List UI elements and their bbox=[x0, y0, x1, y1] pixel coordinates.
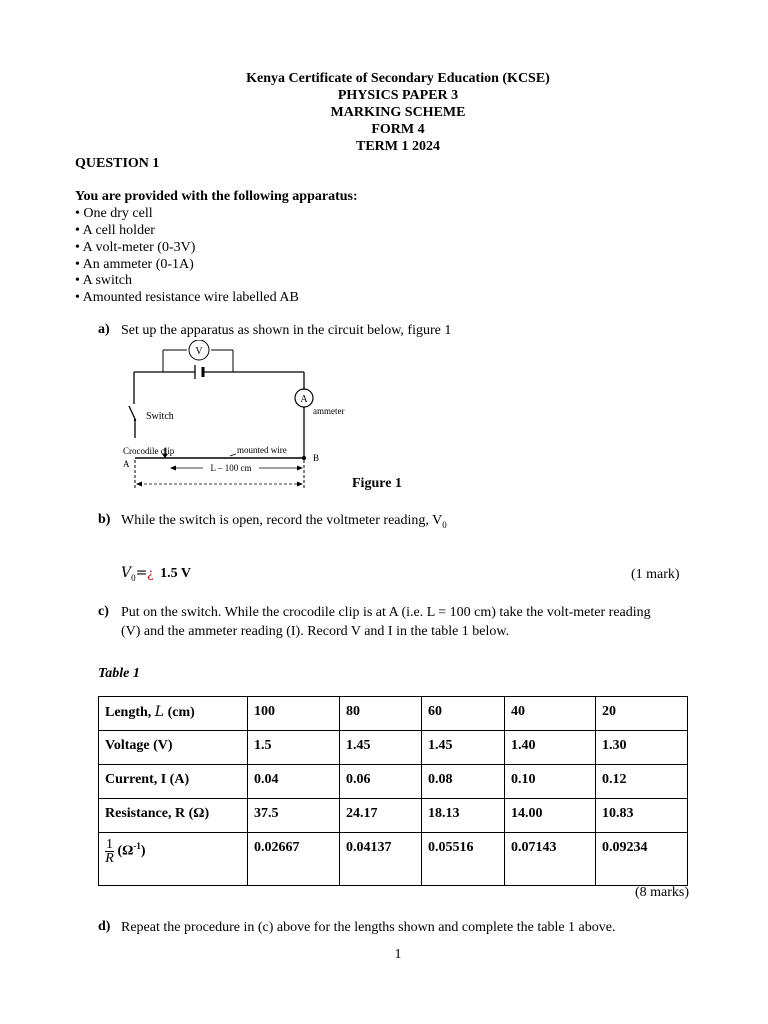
apparatus-intro: You are provided with the following apparatus: bbox=[75, 189, 358, 204]
part-b-text: While the switch is open, record the voltmeter reading, $V_0$ bbox=[121, 513, 447, 530]
doc-title-line1: Kenya Certificate of Secondary Education (KCSE) bbox=[246, 71, 550, 86]
cell-icon bbox=[195, 365, 203, 379]
question-title: QUESTION 1 bbox=[75, 156, 160, 171]
apparatus-item: • A cell holder bbox=[75, 223, 155, 238]
voltmeter-reading-value: 1.5 V bbox=[160, 566, 191, 581]
apparatus-item: • Amounted resistance wire labelled AB bbox=[75, 290, 299, 305]
apparatus-item: • A switch bbox=[75, 273, 133, 288]
table-cell: 1.40 bbox=[505, 731, 596, 765]
table-cell: 37.5 bbox=[248, 799, 340, 833]
circuit-diagram bbox=[118, 340, 358, 492]
doc-title-line3: MARKING SCHEME bbox=[330, 105, 466, 120]
doc-title-line5: TERM 1 2024 bbox=[356, 139, 440, 154]
apparatus-item: • An ammeter (0-1A) bbox=[75, 257, 194, 272]
table-caption: Table 1 bbox=[98, 666, 140, 681]
table-row bbox=[99, 731, 688, 765]
figure-caption: Figure 1 bbox=[352, 476, 402, 491]
part-d-label: d) bbox=[98, 919, 111, 934]
table-cell: 0.12 bbox=[596, 765, 688, 799]
table-cell: 14.00 bbox=[505, 799, 596, 833]
table-cell: 40 bbox=[505, 697, 596, 731]
table-cell: 20 bbox=[596, 697, 688, 731]
voltmeter-symbol: V bbox=[195, 346, 203, 357]
length-label: L – 100 cm bbox=[210, 463, 252, 473]
table-cell: 10.83 bbox=[596, 799, 688, 833]
apparatus-item: • One dry cell bbox=[75, 206, 153, 221]
table-cell: 0.02667 bbox=[248, 833, 340, 886]
table-cell: 60 bbox=[422, 697, 505, 731]
crocodile-clip-label: Crocodile clip bbox=[123, 446, 175, 456]
table-row bbox=[99, 799, 688, 833]
table-cell: 1.45 bbox=[340, 731, 422, 765]
part-d-text: Repeat the procedure in (c) above for the lengths shown and complete the table 1 above. bbox=[121, 920, 616, 935]
table-cell: 0.10 bbox=[505, 765, 596, 799]
table-cell: 80 bbox=[340, 697, 422, 731]
switch-label: Switch bbox=[146, 411, 174, 422]
part-a-text: Set up the apparatus as shown in the circuit below, figure 1 bbox=[121, 323, 452, 338]
point-a-label: A bbox=[123, 459, 130, 469]
table-cell: 1.45 bbox=[422, 731, 505, 765]
voltmeter-icon bbox=[189, 340, 209, 360]
row-header-inverse-resistance: $\frac{1}{R}$ $(\Omega^{-1})$ bbox=[99, 833, 248, 886]
table-row bbox=[99, 833, 688, 886]
table-cell: 18.13 bbox=[422, 799, 505, 833]
table-cell: 0.05516 bbox=[422, 833, 505, 886]
part-c-label: c) bbox=[98, 604, 109, 619]
ammeter-icon bbox=[295, 389, 313, 407]
part-b-answer: $V_0=¿$ 1.5 V bbox=[121, 565, 191, 583]
table-cell: 0.08 bbox=[422, 765, 505, 799]
part-b-marks: (1 mark) bbox=[631, 567, 680, 582]
part-b-label: b) bbox=[98, 512, 111, 527]
table-cell: 0.04 bbox=[248, 765, 340, 799]
part-c-line2: (V) and the ammeter reading (I). Record V and I in the table 1 below. bbox=[121, 624, 510, 639]
table-cell: 0.04137 bbox=[340, 833, 422, 886]
row-header-length: Length, L (cm) bbox=[99, 697, 248, 731]
mounted-wire-label: mounted wire bbox=[237, 445, 287, 455]
part-a-label: a) bbox=[98, 322, 110, 337]
table-cell: 0.09234 bbox=[596, 833, 688, 886]
ammeter-label: ammeter bbox=[313, 406, 345, 416]
point-b-label: B bbox=[313, 453, 320, 463]
table-row bbox=[99, 765, 688, 799]
row-header-resistance: Resistance, R (Ω) bbox=[99, 799, 248, 833]
part-c-line1: Put on the switch. While the crocodile clip is at A (i.e. L = 100 cm) take the volt-meter reading bbox=[121, 605, 651, 620]
table-cell: 1.30 bbox=[596, 731, 688, 765]
row-header-voltage: Voltage (V) bbox=[99, 731, 248, 765]
switch-icon bbox=[129, 406, 136, 421]
table-marks: (8 marks) bbox=[635, 885, 690, 900]
table-row bbox=[99, 697, 688, 731]
table-cell: 100 bbox=[248, 697, 340, 731]
doc-title-line2: PHYSICS PAPER 3 bbox=[337, 88, 459, 103]
table-cell: 1.5 bbox=[248, 731, 340, 765]
doc-title-line4: FORM 4 bbox=[371, 122, 425, 137]
apparatus-item: • A volt-meter (0-3V) bbox=[75, 240, 196, 255]
results-table bbox=[98, 696, 688, 886]
row-header-current: Current, I (A) bbox=[99, 765, 248, 799]
table-cell: 24.17 bbox=[340, 799, 422, 833]
page-number: 1 bbox=[394, 947, 402, 962]
table-cell: 0.06 bbox=[340, 765, 422, 799]
table-cell: 0.07143 bbox=[505, 833, 596, 886]
ammeter-symbol: A bbox=[300, 394, 308, 405]
